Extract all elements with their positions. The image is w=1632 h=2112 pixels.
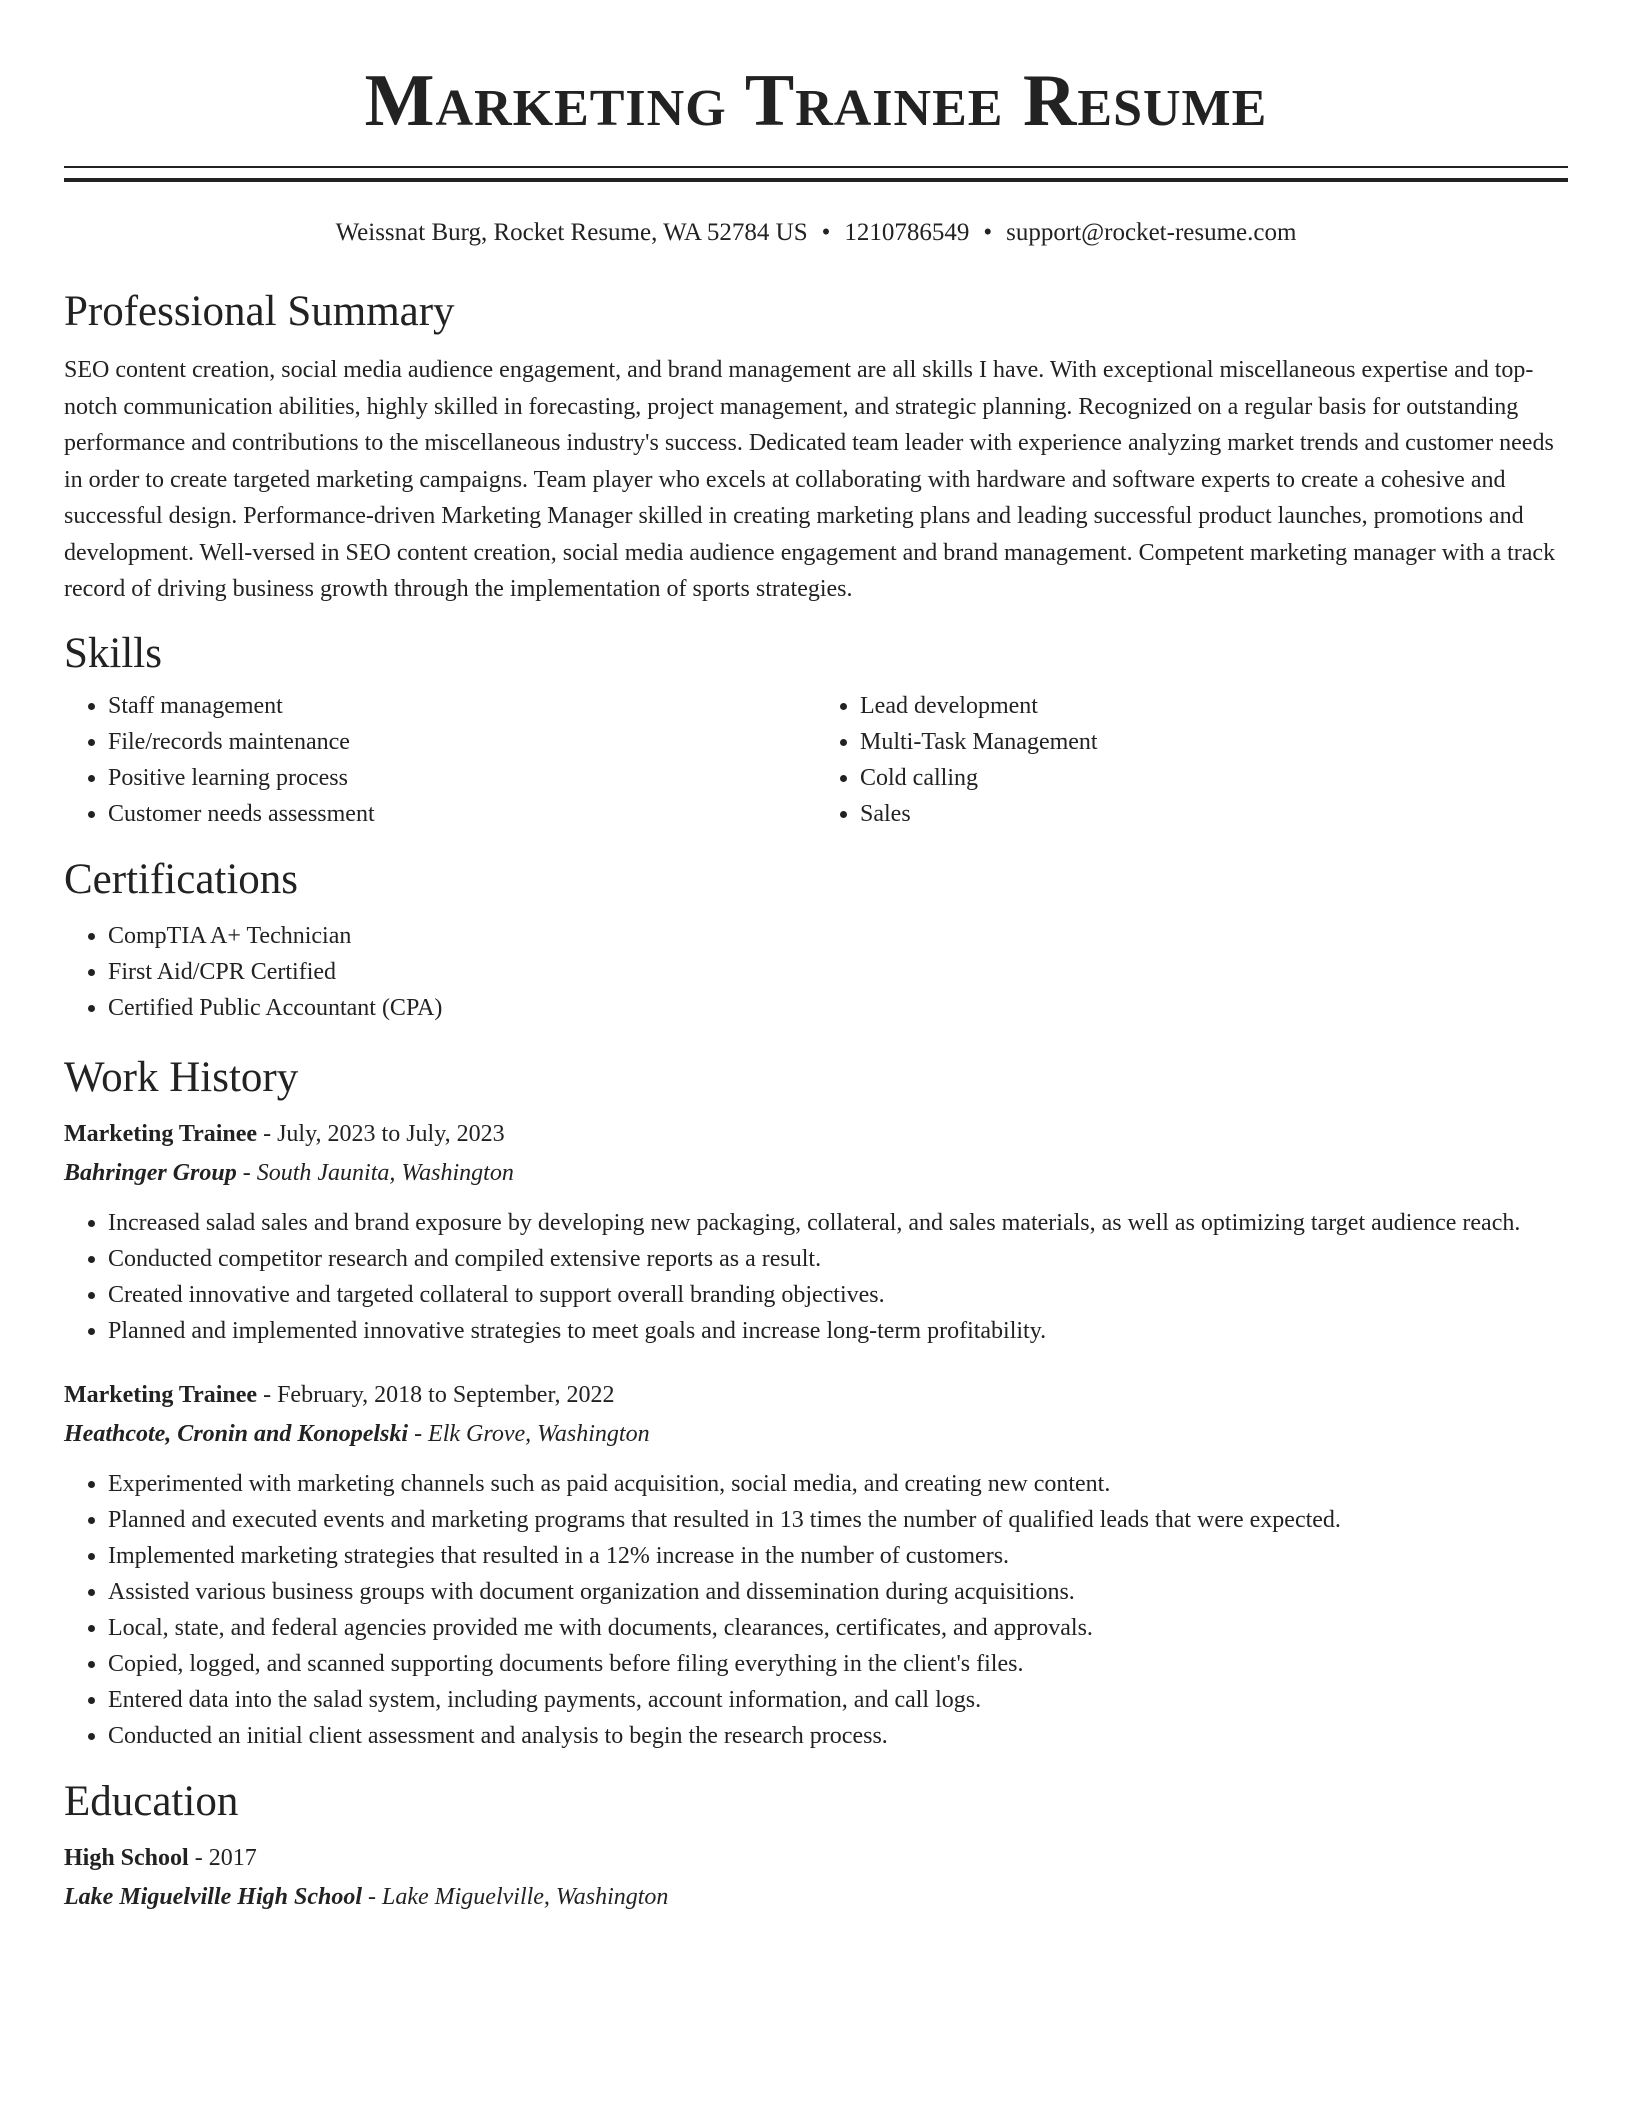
- education-degree: High School: [64, 1844, 189, 1871]
- skills-column-right: [816, 688, 1568, 832]
- contact-phone: 1210786549: [844, 219, 970, 246]
- job-title-line: [64, 1377, 1568, 1413]
- title-divider: [64, 166, 1568, 182]
- job-bullet: • Increased salad sales and brand exposure by developing new packaging, collateral, and sales materials, as well as optimizing target audience reach.: [108, 1205, 1568, 1241]
- certifications-list: [64, 918, 1568, 1026]
- education-entry: [64, 1840, 1568, 1915]
- job-title-line: [64, 1116, 1568, 1152]
- job-bullets: [64, 1466, 1568, 1754]
- contact-separator: •: [821, 219, 831, 246]
- work-history-heading: Work History: [64, 1053, 299, 1101]
- education-school: Lake Miguelville High School: [64, 1883, 362, 1910]
- job-role: Marketing Trainee: [64, 1381, 258, 1408]
- job-bullet: • Conducted competitor research and compiled extensive reports as a result.: [108, 1241, 1568, 1277]
- job-bullet: • Experimented with marketing channels such as paid acquisition, social media, and creating new content.: [108, 1466, 1568, 1502]
- job-entry: [64, 1377, 1568, 1754]
- education-heading: Education: [64, 1777, 239, 1825]
- job-entry: [64, 1116, 1568, 1349]
- job-bullet: • Created innovative and targeted collateral to support overall branding objectives.: [108, 1277, 1568, 1313]
- job-employer: Heathcote, Cronin and Konopelski: [64, 1420, 409, 1447]
- job-employer-line: [64, 1416, 1568, 1452]
- education-location: - Lake Miguelville, Washington: [362, 1883, 669, 1910]
- certifications-heading: Certifications: [64, 855, 299, 903]
- job-dates: - July, 2023 to July, 2023: [257, 1120, 505, 1147]
- job-bullet: • Planned and executed events and marketing programs that resulted in 13 times the number of qualified leads that were expected.: [108, 1502, 1568, 1538]
- education-school-line: [64, 1879, 1568, 1915]
- skills-heading: Skills: [64, 629, 162, 677]
- summary-heading: Professional Summary: [64, 288, 455, 335]
- certification-item: • First Aid/CPR Certified: [108, 954, 1568, 990]
- job-employer-line: [64, 1155, 1568, 1191]
- contact-separator: •: [983, 219, 993, 246]
- skill-item: • Customer needs assessment: [108, 796, 816, 832]
- job-bullets: [64, 1205, 1568, 1349]
- skill-item: • Multi-Task Management: [860, 724, 1568, 760]
- job-bullet: • Entered data into the salad system, including payments, account information, and call logs.: [108, 1682, 1568, 1718]
- job-role: Marketing Trainee: [64, 1120, 258, 1147]
- skill-item: • Positive learning process: [108, 760, 816, 796]
- job-bullet: • Local, state, and federal agencies provided me with documents, clearances, certificates, and approvals.: [108, 1610, 1568, 1646]
- job-employer: Bahringer Group: [64, 1159, 237, 1186]
- job-location: - South Jaunita, Washington: [236, 1159, 514, 1186]
- job-bullet: • Conducted an initial client assessment and analysis to begin the research process.: [108, 1718, 1568, 1754]
- skill-item: • File/records maintenance: [108, 724, 816, 760]
- summary-text: SEO content creation, social media audience engagement, and brand management are all skills I have. With exceptional miscellaneous expertise and top-notch communication abilities, highly skilled in forecasting, project management, and strategic planning. Recognized on a regular basis for outstanding performance and contributions to the miscellaneous industry's success. Dedicated team leader with experience analyzing market trends and customer needs in order to create targeted marketing campaigns. Team player who excels at collaborating with hardware and software experts to create a cohesive and successful design. Performance-driven Marketing Manager skilled in creating marketing plans and leading successful product launches, promotions and development. Well-versed in SEO content creation, social media audience engagement and brand management. Competent marketing manager with a track record of driving business growth through the implementation of sports strategies.: [64, 357, 1556, 602]
- skills-list: [64, 688, 1568, 832]
- resume-title: Marketing Trainee Resume: [364, 60, 1268, 142]
- job-location: - Elk Grove, Washington: [408, 1420, 650, 1447]
- education-degree-line: [64, 1840, 1568, 1876]
- job-bullet: • Planned and implemented innovative strategies to meet goals and increase long-term profitability.: [108, 1313, 1568, 1349]
- job-bullet: • Assisted various business groups with document organization and dissemination during acquisitions.: [108, 1574, 1568, 1610]
- certification-item: • Certified Public Accountant (CPA): [108, 990, 1568, 1026]
- contact-email: support@rocket-resume.com: [1006, 219, 1297, 246]
- contact-line: [64, 218, 1568, 248]
- skill-item: • Sales: [860, 796, 1568, 832]
- job-bullet: • Implemented marketing strategies that resulted in a 12% increase in the number of customers.: [108, 1538, 1568, 1574]
- skill-item: • Cold calling: [860, 760, 1568, 796]
- skill-item: • Staff management: [108, 688, 816, 724]
- skills-column-left: [64, 688, 816, 832]
- education-year: - 2017: [188, 1844, 257, 1871]
- contact-address: Weissnat Burg, Rocket Resume, WA 52784 US: [335, 219, 808, 246]
- job-dates: - February, 2018 to September, 2022: [257, 1381, 615, 1408]
- certification-item: • CompTIA A+ Technician: [108, 918, 1568, 954]
- skill-item: • Lead development: [860, 688, 1568, 724]
- job-bullet: • Copied, logged, and scanned supporting documents before filing everything in the client's files.: [108, 1646, 1568, 1682]
